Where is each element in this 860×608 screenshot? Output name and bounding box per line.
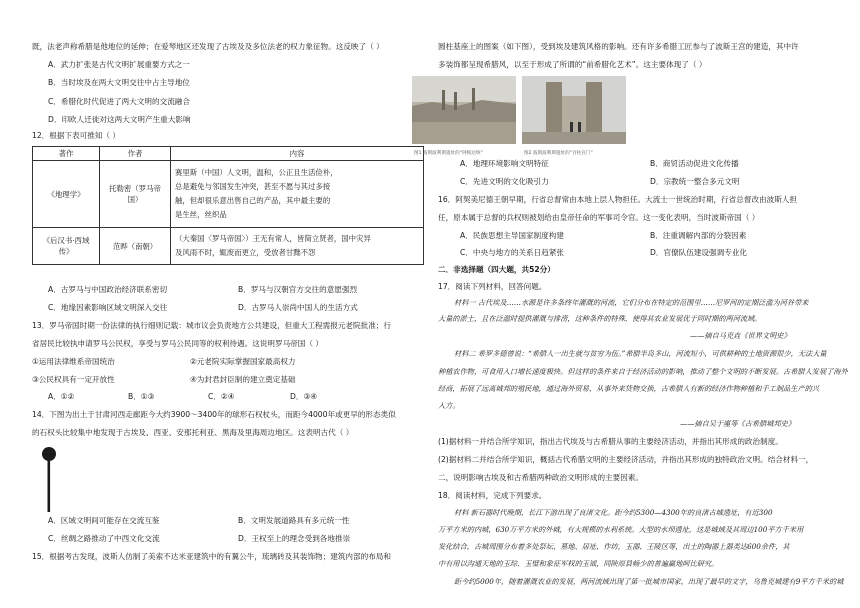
q16-stem-line1: 16．阿契美尼德王朝早期，行省总督常由本地上层人物担任。大流士一世统治时期，行省总督改由波斯人担 — [438, 195, 797, 204]
q15-option-b: B．商贸活动促进文化传播 — [650, 159, 739, 168]
material-3-line3: 发化结合，古城周围分布着多处祭坛、墓地、居址、作坊，玉器、王陵区等，出土的陶器上器类达600余件，其 — [438, 542, 790, 551]
material-2-source: ——摘自吴于廑等《古希腊城邦史》 — [680, 419, 796, 428]
material-3-line4: 中有用以沟通天地的玉琮、玉璧和象征军权的玉钺，同陕原县畅少的普遍赢地呵比研究。 — [438, 559, 719, 568]
q16-option-a: A．民族思想主导国家制度构建 — [460, 231, 564, 240]
q12-option-c: C．地缘因素影响区域文明深入交往 — [48, 303, 168, 312]
q13-stem-line2: 省居民比较执申请罗马公民权，享受与罗马公民同等的权利待遇。这说明罗马帝国（ ） — [32, 339, 323, 348]
q14-option-a: A．区域文明间可能存在交流互鉴 — [48, 516, 160, 525]
cell-line: 触，但却很乐意出售自己的产品，其中最主要的 — [175, 196, 331, 205]
q13-item-1: ①运用法律维系帝国统治 — [32, 357, 115, 366]
q11-option-a: A．武力扩张是古代文明扩展重要方式之一 — [48, 60, 190, 69]
section-heading: 二．非选择题（四大题，共52分） — [438, 265, 555, 274]
material-1-line1: 材料一 古代埃及……水源是许多条终年灌溉的河流，它们分布在特定的范围里……尼罗河的定期泛滥为河谷带来 — [454, 298, 809, 307]
material-2-line1: 材料二 希罗多德曾说：“希腊人一出生就与贫穷为伍。”希腊半岛多山，河流短小，可供耕种的土地资源很少，无法大量 — [454, 349, 827, 358]
material-2-line2: 种植农作物，可食用入口增长速度极快。但这样的条件来自于经济活动的影响，推动了整个文明的不断发展。古希腊人发展了海外 — [438, 367, 848, 376]
q14-option-b: B．文明发展道路具有多元统一性 — [238, 516, 350, 525]
q12-stem: 12．根据下表可推知（ ） — [32, 131, 121, 140]
q15-option-c: C．先进文明的文化吸引力 — [460, 177, 549, 186]
table-cell — [33, 228, 100, 265]
table-cell — [100, 161, 171, 228]
material-3-line1: 材料 新石器时代晚期，长江下游出现了良渚文化。距今约5300—4300年的良渚古城遗址，有近300 — [454, 508, 773, 517]
material-1-source: ——摘自马克垚《世界文明史》 — [690, 331, 791, 340]
q14-stem-line1: 14．下图为出土于甘肃河西走廊距今大约3900～3400年的球形石权杖头，而距今4000年或更早的形态类似 — [32, 410, 396, 419]
q11-option-c: C．希腊化时代促进了两大文明的交流融合 — [48, 97, 190, 106]
photo-hundred-column-gate — [522, 76, 626, 144]
q15-stem-cont-line1: 圆柱基座上的图案（如下图），受到埃及建筑风格的影响。还有许多希腊工匠参与了波斯王宫的建造，其中许 — [438, 42, 799, 51]
cell-line: 国） — [127, 195, 143, 204]
q11-option-d: D．印欧人迁徙对这两大文明产生重大影响 — [48, 115, 191, 124]
q17-part-1: (1)据材料一并结合所学知识，指出古代埃及与古希腊从事的主要经济活动，并指出其形成的政治制度。 — [438, 437, 783, 446]
q12-option-b: B．罗马与汉朝官方交往的意愿强烈 — [238, 285, 358, 294]
table-row — [33, 161, 424, 228]
table-header: 作者 — [100, 147, 171, 161]
q12-option-d: D．古罗马人崇尚中国人的生活方式 — [238, 303, 358, 312]
table-cell — [171, 228, 424, 265]
q18-stem: 18．阅读材料，完成下列要求。 — [438, 491, 547, 500]
q14-stem-line2: 的石权头比较集中地发现于古埃及、西亚、安那托利亚、黑海及里海周边地区。这表明古代（ ） — [32, 428, 354, 437]
q15-stem-cont-line2: 多装饰都呈现希腊风，以至于形成了所谓的“前希腊化艺术”。这主要体现了（ ） — [438, 60, 707, 69]
q11-option-b: B．当时埃及在两大文明交往中占主导地位 — [48, 78, 190, 87]
q17-part-2: (2)据材料二并结合所学知识，概括古代希腊文明的主要经济活动，并指出其形成的独特政治文明。结合材料一， — [438, 455, 814, 464]
table-cell — [171, 161, 424, 228]
table-cell: 范晔（南朝） — [100, 228, 171, 265]
q13-item-2: ②元老院实际掌握国家最高权力 — [190, 357, 296, 366]
q17-stem: 17．阅读下列材料，回答问题。 — [438, 282, 547, 291]
q14-option-d: D．王权至上的理念受到各地推崇 — [238, 534, 351, 543]
q15-stem: 15．根据考古发现，波斯人仿制了美索不达米亚建筑中的有翼公牛，琉璃砖及其装饰物；建筑内部的布局和 — [32, 552, 391, 561]
q12-table — [32, 146, 424, 265]
material-2-line4: 入方。 — [438, 401, 460, 410]
cell-line: 及风雨不时，辄废而更立，受放者甘黜不怨 — [175, 248, 316, 257]
photo-caption-2: 图2 波斯波利斯遗址的“百柱宫门” — [524, 151, 593, 156]
photo-apadana — [412, 76, 516, 144]
q13-item-3: ③公民权具有一定开放性 — [32, 375, 115, 384]
cell-line: （大秦国〈罗马帝国〉）王无有常人，皆简立贤者，国中灾异 — [175, 234, 371, 243]
cell-line: 传》 — [58, 247, 74, 256]
cell-line: 总是避免与邻国发生冲突，甚至不愿与其过多接 — [175, 182, 331, 191]
table-header-row — [33, 147, 424, 161]
material-3-line5: 距今约5000年，随着灌溉农业的发展，两河流域出现了第一批城市国家，出现了最早的文字，乌鲁克城建有9平方千米的城 — [454, 577, 844, 586]
table-row — [33, 228, 424, 265]
material-3-line2: 万平方米的内城，630万平方米的外城，有大规模的水利系统。大型的水坝遗址，这是城域及其周边100平方千米用 — [438, 525, 804, 534]
cell-line: 赛里斯（中国）人文明，温和，公正且生活俭朴， — [175, 168, 338, 177]
q16-option-c: C．中央与地方的关系日趋紧张 — [460, 248, 565, 257]
cell-line: 是生丝，丝织品 — [175, 210, 227, 219]
q13-stem-line1: 13．罗马帝国时期一份法律的执行细则记载：城市议会负责地方公共建设，但重大工程需报元老院批准；行 — [32, 321, 391, 330]
q16-stem-line2: 任，原本属于总督的兵权则被划给由皇帝任命的军事司令官。这一变化表明，当时波斯帝国（ ） — [438, 213, 760, 222]
q15-option-d: D．宗教统一整合多元文明 — [650, 177, 740, 186]
q13-item-4: ④为封君封臣制的建立奠定基础 — [190, 375, 296, 384]
q16-option-b: B．注重调解内部的分裂因素 — [650, 231, 747, 240]
table-cell: 《地理学》 — [33, 161, 100, 228]
q13-option-d: D．③④ — [290, 392, 318, 401]
q14-option-c: C．丝绸之路推动了中西文化交流 — [48, 534, 160, 543]
q16-option-d: D．官僚队伍建设强调专业化 — [650, 248, 747, 257]
q13-option-a: A．①② — [48, 392, 75, 401]
q13-option-c: C．②④ — [208, 392, 235, 401]
mace-head-image — [42, 444, 62, 512]
q12-option-a: A．古罗马与中国政治经济联系密切 — [48, 285, 168, 294]
photo-caption-1: 图1 波斯波利斯遗址的“阿帕达纳” — [414, 151, 483, 156]
q13-option-b: B．①③ — [128, 392, 155, 401]
table-header: 著作 — [33, 147, 100, 161]
material-2-line3: 经商，拓展了远离城邦的殖民地，通过海外贸易，从事外来货物交换，古希腊人有新的经济作物种植和手工制品生产的兴 — [438, 384, 819, 393]
cell-line: 托勒密（罗马帝 — [109, 184, 161, 193]
material-1-line2: 大量的淤土，且在泛滥时提供灌溉与排涝，这种条件的特殊，使得其农业发展优于同时期的两河流域。 — [438, 314, 762, 323]
q17-part-2-cont: 二，说明影响古埃及和古希腊两种政治文明形成的主要因素。 — [438, 473, 644, 482]
q15-option-a: A．地理环境影响文明特征 — [460, 159, 549, 168]
table-header: 内容 — [171, 147, 424, 161]
q11-stem: 既，法老声称希腊是他地位的延伸；在爱琴地区还发现了古埃及及多位法老的权力象征物。这反映了（ ） — [32, 42, 384, 51]
cell-line: 《后汉书·西域 — [42, 236, 90, 245]
